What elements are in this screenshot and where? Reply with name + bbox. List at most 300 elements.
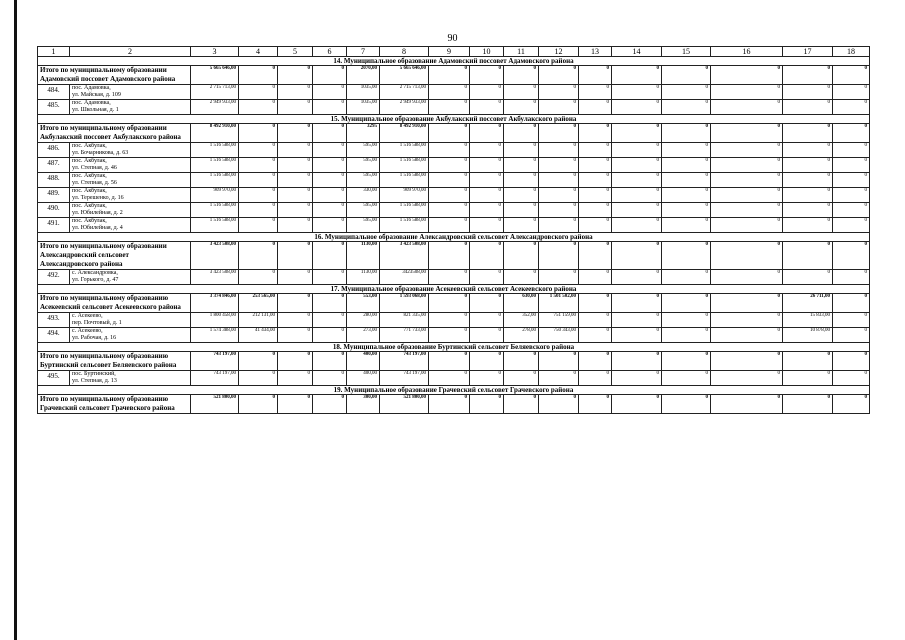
value-cell: 0 [579,270,612,285]
total-cell: 0 [313,124,347,143]
value-cell: 0 [504,218,539,233]
value-cell: 0 [711,371,783,386]
total-cell: 0 [239,242,278,270]
section-total-row [38,66,870,85]
value-cell: 0 [278,328,313,343]
total-cell: 0 [313,352,347,371]
value-cell: 0 [783,270,833,285]
value-cell: 0 [539,173,579,188]
value-cell: 0 [278,188,313,203]
value-cell: 0 [612,173,662,188]
value-cell: 0 [429,218,470,233]
value-cell: 0 [470,218,504,233]
total-cell: 0 [579,395,612,414]
section-total-row [38,124,870,143]
address-line: ул. Майская, д. 109 [72,92,121,98]
total-cell: 3 423 508,00 [191,242,239,270]
address-line: пос. Адамовка, [72,85,111,91]
value-cell: 0 [833,188,870,203]
total-cell: 0 [313,242,347,270]
total-cell: 0 [504,124,539,143]
object-row [38,218,870,233]
value-cell: 909 970,00 [191,188,239,203]
value-cell: 0 [313,173,347,188]
value-cell: 2 715 713,00 [380,85,429,100]
total-cell: 0 [470,124,504,143]
value-cell: 0 [504,270,539,285]
value-cell: 0 [662,371,711,386]
total-label: Итого по муниципальному образованию Асекеевский сельсовет Асекеевского района [38,294,191,313]
value-cell: 0 [504,158,539,173]
value-cell: 0 [313,85,347,100]
address-line: ул. Степная, д. 13 [72,378,117,384]
value-cell: 0 [239,371,278,386]
value-cell: 0 [711,143,783,158]
section-title-row [38,386,870,395]
total-cell: 553,00 [347,294,380,313]
value-cell: 0 [470,85,504,100]
value-cell: 0 [783,143,833,158]
object-row [38,270,870,285]
column-header: 9 [429,47,470,57]
row-number: 484. [38,85,70,100]
column-header: 3 [191,47,239,57]
section-total-row [38,395,870,414]
value-cell: 0 [470,371,504,386]
value-cell: 0 [579,371,612,386]
address-line: ул. Рабочая, д. 16 [72,335,117,341]
row-number: 486. [38,143,70,158]
object-row [38,143,870,158]
value-cell: 595,00 [347,218,380,233]
value-cell: 0 [579,173,612,188]
column-header: 7 [347,47,380,57]
value-cell: 1 516 588,00 [380,203,429,218]
value-cell: 0 [239,173,278,188]
total-cell: 0 [612,242,662,270]
section-total-row [38,294,870,313]
total-cell: 0 [239,352,278,371]
column-header: 18 [833,47,870,57]
value-cell: 0 [313,188,347,203]
total-cell: 521 800,00 [380,395,429,414]
value-cell: 0 [579,85,612,100]
total-cell: 0 [662,66,711,85]
value-cell: 0 [833,371,870,386]
value-cell: 0 [239,158,278,173]
value-cell: 0 [579,218,612,233]
section-title: 18. Муниципальное образование Буртинский сельсовет Беляевского района [38,343,870,352]
address-line: пос. Акбулак, [72,188,107,194]
value-cell: 0 [539,371,579,386]
value-cell: 0 [711,85,783,100]
value-cell: 0 [662,328,711,343]
value-cell: 1 516 588,00 [191,218,239,233]
total-cell: 253 565,00 [239,294,278,313]
value-cell: 1 516 588,00 [380,173,429,188]
column-header: 14 [612,47,662,57]
value-cell: 0 [504,173,539,188]
scan-edge-bar [14,0,17,640]
address-line: ул. Степная, д. 56 [72,180,117,186]
value-cell: 750 343,00 [539,328,579,343]
column-header: 16 [711,47,783,57]
column-header: 4 [239,47,278,57]
value-cell: 0 [429,328,470,343]
value-cell: 0 [612,328,662,343]
row-number: 485. [38,100,70,115]
address-line: пос. Акбулак, [72,158,107,164]
total-cell: 0 [783,124,833,143]
value-cell: 400,00 [347,371,380,386]
value-cell: 0 [612,313,662,328]
value-cell: 595,00 [347,203,380,218]
total-cell: 0 [612,294,662,313]
address-line: пос. Адамовка, [72,100,111,106]
total-cell: 630,00 [504,294,539,313]
value-cell: 0 [711,188,783,203]
value-cell: 0 [579,100,612,115]
total-cell: 0 [579,294,612,313]
section-title: 15. Муниципальное образование Акбулакский поссовет Акбулакского района [38,115,870,124]
row-number: 490. [38,203,70,218]
row-address [70,143,191,158]
value-cell: 0 [662,143,711,158]
total-cell: 0 [662,124,711,143]
address-line: ул. Степная, д. 46 [72,165,117,171]
total-cell: 0 [579,242,612,270]
value-cell: 0 [278,158,313,173]
row-number: 493. [38,313,70,328]
value-cell: 0 [278,85,313,100]
value-cell: 0 [833,203,870,218]
total-cell: 0 [539,395,579,414]
column-header: 12 [539,47,579,57]
value-cell: 280,00 [347,313,380,328]
total-cell: 0 [612,124,662,143]
value-cell: 0 [429,85,470,100]
value-cell: 1 516 588,00 [191,203,239,218]
address-line: пос. Акбулак, [72,218,107,224]
value-cell: 1 516 588,00 [380,158,429,173]
total-cell: 0 [579,124,612,143]
total-cell: 1130,00 [347,242,380,270]
address-line: ул. Юбилейная, д. 2 [72,210,123,216]
total-cell: 0 [579,66,612,85]
value-cell: 0 [504,100,539,115]
value-cell: 0 [429,158,470,173]
total-cell: 0 [662,294,711,313]
value-cell: 0 [539,188,579,203]
address-line: ул. Школьная, д. 1 [72,107,119,113]
value-cell: 0 [313,100,347,115]
address-line: ул. Горького, д. 47 [72,277,119,283]
value-cell: 0 [539,203,579,218]
total-cell: 0 [833,395,870,414]
row-number: 492. [38,270,70,285]
section-title-row [38,57,870,66]
total-cell: 0 [278,395,313,414]
value-cell: 0 [711,173,783,188]
value-cell: 352,00 [504,313,539,328]
page-number: 90 [447,33,458,44]
value-cell: 771 733,00 [380,328,429,343]
value-cell: 0 [539,158,579,173]
value-cell: 0 [504,203,539,218]
total-cell: 0 [833,352,870,371]
value-cell: 0 [278,173,313,188]
value-cell: 0 [711,270,783,285]
row-address [70,328,191,343]
value-cell: 0 [470,158,504,173]
value-cell: 0 [470,313,504,328]
value-cell: 0 [539,100,579,115]
object-row [38,85,870,100]
value-cell: 0 [662,85,711,100]
address-line: ул. Терешенко, д. 16 [72,195,124,201]
object-row [38,328,870,343]
total-cell: 0 [662,242,711,270]
value-cell: 0 [313,218,347,233]
total-cell: 0 [539,124,579,143]
total-cell: 1 593 068,00 [380,294,429,313]
value-cell: 0 [662,218,711,233]
total-cell: 0 [470,66,504,85]
column-header: 8 [380,47,429,57]
value-cell: 0 [612,85,662,100]
value-cell: 0 [278,100,313,115]
row-number: 494. [38,328,70,343]
row-number: 491. [38,218,70,233]
section-title: 19. Муниципальное образование Грачевский сельсовет Грачевского района [38,386,870,395]
total-cell: 3 374 846,00 [191,294,239,313]
value-cell: 0 [313,270,347,285]
value-cell: 0 [662,188,711,203]
row-address [70,188,191,203]
row-number: 489. [38,188,70,203]
value-cell: 0 [470,270,504,285]
total-cell: 0 [833,66,870,85]
value-cell: 0 [662,100,711,115]
value-cell: 0 [612,143,662,158]
total-cell: 0 [711,66,783,85]
address-line: пер. Почтовый, д. 1 [72,320,122,326]
value-cell: 0 [278,313,313,328]
value-cell: 1035,00 [347,100,380,115]
value-cell: 0 [783,371,833,386]
total-cell: 0 [612,395,662,414]
address-line: пос. Акбулак, [72,173,107,179]
total-cell: 0 [313,66,347,85]
total-cell: 0 [470,352,504,371]
value-cell: 0 [429,203,470,218]
total-cell: 743 197,00 [380,352,429,371]
value-cell: 0 [313,158,347,173]
value-cell: 0 [783,173,833,188]
value-cell: 821 335,00 [380,313,429,328]
total-cell: 0 [612,66,662,85]
value-cell: 0 [539,218,579,233]
value-cell: 0 [504,143,539,158]
section-title-row [38,115,870,124]
total-cell: 300,00 [347,395,380,414]
total-cell: 0 [429,352,470,371]
total-cell: 0 [278,294,313,313]
value-cell: 0 [429,188,470,203]
column-header: 5 [278,47,313,57]
row-address [70,371,191,386]
value-cell: 1130,00 [347,270,380,285]
value-cell: 595,00 [347,143,380,158]
value-cell: 0 [711,313,783,328]
value-cell: 2 715 713,00 [191,85,239,100]
value-cell: 273,00 [347,328,380,343]
value-cell: 0 [313,313,347,328]
value-cell: 0 [278,218,313,233]
value-cell: 0 [429,270,470,285]
value-cell: 330,00 [347,188,380,203]
value-cell: 0 [239,203,278,218]
total-cell: 5 665 646,00 [191,66,239,85]
value-cell: 0 [783,203,833,218]
value-cell: 0 [833,143,870,158]
total-label: Итого по муниципальному образованию Грачевский сельсовет Грачевского района [38,395,191,414]
total-cell: 0 [504,395,539,414]
value-cell: 1 516 588,00 [380,218,429,233]
value-cell: 751 159,00 [539,313,579,328]
value-cell: 0 [313,143,347,158]
value-cell: 0 [711,218,783,233]
total-cell: 400,00 [347,352,380,371]
address-line: ул. Бочарникова, д. 63 [72,150,129,156]
total-cell: 3295 [347,124,380,143]
value-cell: 0 [833,328,870,343]
total-cell: 0 [278,242,313,270]
total-cell: 0 [612,352,662,371]
total-cell: 0 [429,242,470,270]
value-cell: 0 [662,270,711,285]
total-cell: 0 [783,66,833,85]
value-cell: 0 [278,203,313,218]
value-cell: 0 [539,85,579,100]
total-cell: 0 [833,124,870,143]
value-cell: 0 [239,270,278,285]
value-cell: 0 [833,270,870,285]
value-cell: 595,00 [347,173,380,188]
section-title: 14. Муниципальное образование Адамовский поссовет Адамовского района [38,57,870,66]
value-cell: 909 970,00 [380,188,429,203]
value-cell: 1 800 458,00 [191,313,239,328]
column-header: 17 [783,47,833,57]
column-header: 13 [579,47,612,57]
row-address [70,85,191,100]
column-header: 6 [313,47,347,57]
value-cell: 0 [833,313,870,328]
total-label: Итого по муниципальному образовании Александровский сельсовет Александровского района [38,242,191,270]
section-title-row [38,285,870,294]
value-cell: 743 197,00 [380,371,429,386]
value-cell: 1 516 588,00 [191,158,239,173]
value-cell: 0 [711,203,783,218]
value-cell: 0 [579,313,612,328]
value-cell: 0 [711,328,783,343]
section-title: 16. Муниципальное образование Александровский сельсовет Александровского района [38,233,870,242]
object-row [38,371,870,386]
row-address [70,173,191,188]
total-cell: 0 [470,294,504,313]
value-cell: 0 [504,371,539,386]
total-cell: 0 [429,124,470,143]
value-cell: 0 [429,100,470,115]
address-line: ул. Юбилейная, д. 4 [72,225,123,231]
value-cell: 0 [833,173,870,188]
value-cell: 0 [833,158,870,173]
value-cell: 0 [612,371,662,386]
total-cell: 8 492 910,00 [380,124,429,143]
total-cell: 0 [429,294,470,313]
total-cell: 8 492 910,00 [191,124,239,143]
value-cell: 0 [579,328,612,343]
value-cell: 743 197,00 [191,371,239,386]
value-cell: 0 [612,188,662,203]
total-cell: 0 [278,66,313,85]
total-cell: 0 [539,66,579,85]
section-title-row [38,343,870,352]
value-cell: 0 [579,158,612,173]
row-address [70,100,191,115]
value-cell: 0 [239,188,278,203]
value-cell: 0 [612,203,662,218]
total-cell: 5 665 646,00 [380,66,429,85]
value-cell: 0 [278,270,313,285]
total-cell: 0 [833,294,870,313]
value-cell: 0 [470,188,504,203]
total-cell: 0 [711,352,783,371]
total-cell: 0 [539,352,579,371]
total-cell: 0 [539,242,579,270]
row-number: 495. [38,371,70,386]
value-cell: 0 [239,218,278,233]
total-cell: 0 [429,66,470,85]
column-header: 1 [38,47,70,57]
column-header: 15 [662,47,711,57]
value-cell: 0 [612,158,662,173]
value-cell: 15 833,00 [783,313,833,328]
value-cell: 0 [470,100,504,115]
total-cell: 0 [504,242,539,270]
value-cell: 1035,00 [347,85,380,100]
total-cell: 0 [278,124,313,143]
address-line: пос. Акбулак, [72,203,107,209]
value-cell: 0 [783,188,833,203]
value-cell: 0 [239,85,278,100]
row-address [70,158,191,173]
total-cell: 0 [429,395,470,414]
address-line: с. Асекеево, [72,313,103,319]
value-cell: 0 [429,313,470,328]
value-cell: 41 434,00 [239,328,278,343]
value-cell: 0 [278,143,313,158]
total-cell: 0 [470,395,504,414]
total-cell: 0 [833,242,870,270]
row-number: 488. [38,173,70,188]
value-cell: 3 423 508,00 [191,270,239,285]
row-address [70,203,191,218]
value-cell: 212 131,00 [239,313,278,328]
total-cell: 0 [504,66,539,85]
value-cell: 0 [504,85,539,100]
value-cell: 0 [313,328,347,343]
